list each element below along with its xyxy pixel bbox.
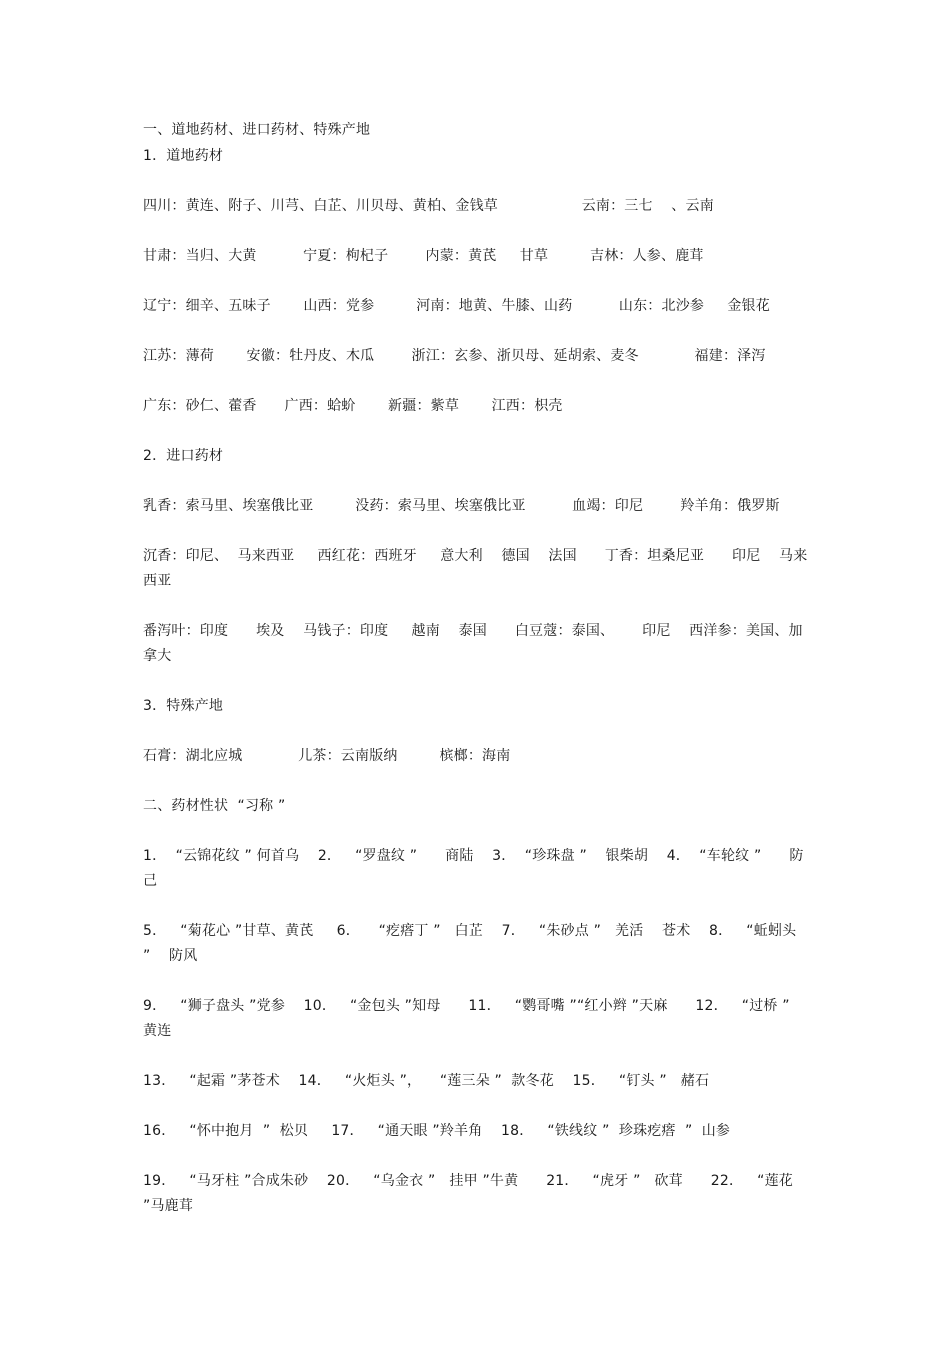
section2-title: 二、药材性状 “习称 ” — [143, 798, 286, 814]
text-line: 番泻叶：印度 埃及 马钱子：印度 越南 泰国 白豆蔻：泰国、 印尼 西洋参：美国、加拿大 — [143, 623, 803, 664]
text-line: 江苏：薄荷 安徽：牡丹皮、木瓜 浙江：玄参、浙贝母、延胡索、麦冬 福建：泽泻 — [143, 348, 766, 364]
text-line: 四川：黄连、附子、川芎、白芷、川贝母、黄柏、金钱草 云南：三七 、云南 — [143, 198, 714, 214]
text-line: 1． “云锦花纹 ” 何首乌 2． “罗盘纹 ” 商陆 3． “珍珠盘 ” 银柴胡 4． “车轮纹 ” 防己 — [143, 848, 804, 889]
text-line: 乳香：索马里、埃塞俄比亚 没药：索马里、埃塞俄比亚 血竭：印尼 羚羊角：俄罗斯 — [143, 498, 780, 514]
text-line: 甘肃：当归、大黄 宁夏：枸杞子 内蒙：黄芪 甘草 吉林：人参、鹿茸 — [143, 248, 704, 264]
text-line: 19． “马牙柱 ”合成朱砂 20． “乌金衣 ” 挂甲 ”牛黄 21． “虎牙 ” 砍茸 22． “莲花 ”马鹿茸 — [143, 1173, 798, 1214]
text-line: 13． “起霜 ”茅苍术 14． “火炬头 ”， “莲三朵 ” 款冬花 15． “钉头 ” 赭石 — [143, 1073, 710, 1089]
text-line: 辽宁：细辛、五味子 山西：党参 河南：地黄、牛膝、山药 山东：北沙参 金银花 — [143, 298, 770, 314]
section1-title: 一、道地药材、进口药材、特殊产地 — [143, 122, 371, 138]
sub2-title: 2．进口药材 — [143, 448, 224, 464]
text-line: 石膏：湖北应城 儿茶：云南版纳 槟榔：海南 — [143, 748, 511, 764]
text-line: 16． “怀中抱月 ” 松贝 17． “通天眼 ”羚羊角 18． “铁线纹 ” 珍珠疙瘩 ” 山参 — [143, 1123, 731, 1139]
sub3-title: 3．特殊产地 — [143, 698, 224, 714]
text-line: 沉香：印尼、 马来西亚 西红花：西班牙 意大利 德国 法国 丁香：坦桑尼亚 印尼 马来西亚 — [143, 548, 808, 589]
text-line: 9． “狮子盘头 ”党参 10． “金包头 ”知母 11． “鹦哥嘴 ”“红小辫 ”天麻 12． “过桥 ” 黄连 — [143, 998, 804, 1039]
text-line: 5． “菊花心 ”甘草、黄芪 6． “疙瘩丁 ” 白芷 7． “朱砂点 ” 羌活 苍术 8． “蚯蚓头 ” 防风 — [143, 923, 802, 964]
sub1-title: 1．道地药材 — [143, 148, 224, 164]
text-line: 广东：砂仁、藿香 广西：蛤蚧 新疆：紫草 江西：枳壳 — [143, 398, 563, 414]
document-page — [143, 118, 808, 1219]
